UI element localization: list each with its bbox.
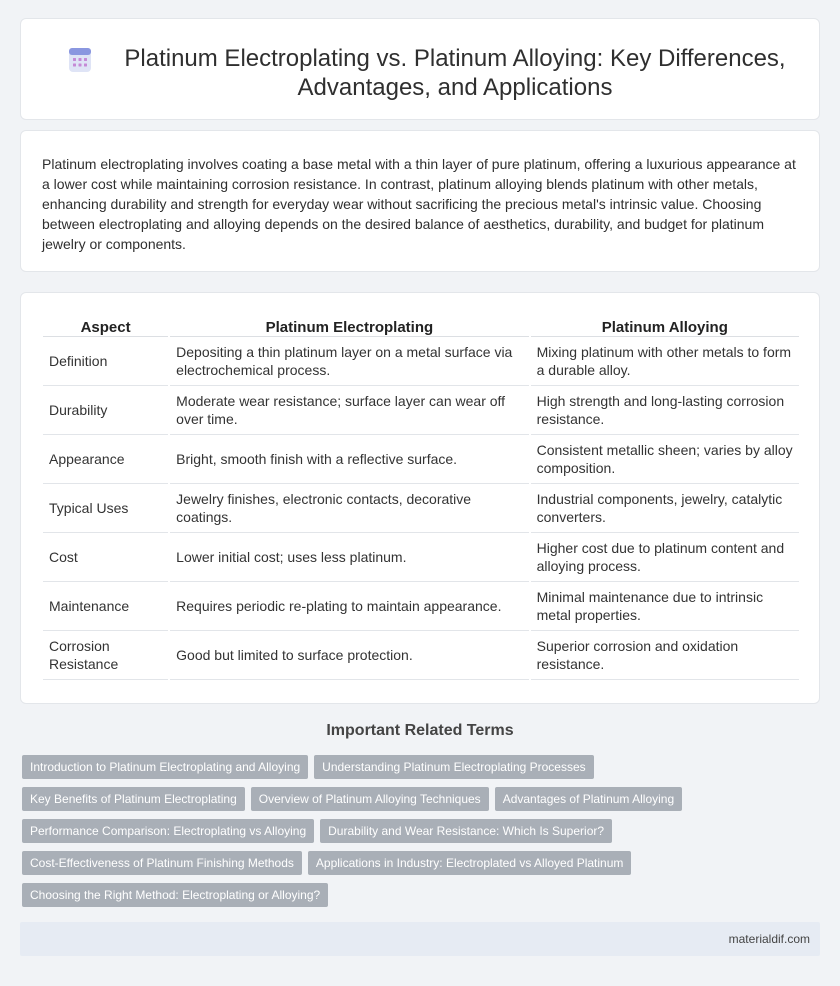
related-term-tag[interactable]: Advantages of Platinum Alloying: [495, 787, 682, 811]
row-alloying: Mixing platinum with other metals to form a durable alloy.: [531, 337, 799, 386]
header-card: [20, 18, 820, 120]
row-electroplating: Requires periodic re-plating to maintain appearance.: [170, 582, 528, 631]
row-aspect: Appearance: [43, 435, 168, 484]
related-term-tag[interactable]: Introduction to Platinum Electroplating and Alloying: [22, 755, 308, 779]
table-header-row: [43, 315, 799, 337]
related-term-tag[interactable]: Understanding Platinum Electroplating Processes: [314, 755, 593, 779]
table-row: [43, 631, 799, 680]
footer-site[interactable]: materialdif.com: [728, 932, 810, 946]
table-row: [43, 386, 799, 435]
row-aspect: Durability: [43, 386, 168, 435]
row-electroplating: Lower initial cost; uses less platinum.: [170, 533, 528, 582]
table-row: [43, 435, 799, 484]
related-terms-title: Important Related Terms: [326, 722, 514, 739]
related-term-tag[interactable]: Key Benefits of Platinum Electroplating: [22, 787, 245, 811]
page-title: Platinum Electroplating vs. Platinum Alloying: Key Differences, Advantages, and Applications: [124, 45, 786, 101]
row-alloying: Industrial components, jewelry, catalytic converters.: [531, 484, 799, 533]
row-aspect: Cost: [43, 533, 168, 582]
table-row: [43, 582, 799, 631]
row-alloying: Higher cost due to platinum content and alloying process.: [531, 533, 799, 582]
comparison-table: [41, 315, 801, 680]
header-alloying: Platinum Alloying: [531, 315, 799, 337]
row-electroplating: Jewelry finishes, electronic contacts, decorative coatings.: [170, 484, 528, 533]
related-term-tag[interactable]: Durability and Wear Resistance: Which Is Superior?: [320, 819, 612, 843]
row-alloying: Minimal maintenance due to intrinsic metal properties.: [531, 582, 799, 631]
row-aspect: Typical Uses: [43, 484, 168, 533]
intro-paragraph: Platinum electroplating involves coating a base metal with a thin layer of pure platinum, offering a luxurious appearance at a lower cost while maintaining corrosion resistance. In contrast, platinum alloying blends platinum with other metals, enhancing durability and strength for everyday wear without sacrificing the precious metal's intrinsic value. Choosing between electroplating and alloying depends on the desired balance of aesthetics, durability, and budget for platinum jewelry or components.: [42, 156, 796, 252]
related-term-tag[interactable]: Performance Comparison: Electroplating vs Alloying: [22, 819, 314, 843]
row-electroplating: Moderate wear resistance; surface layer can wear off over time.: [170, 386, 528, 435]
related-terms-list: [22, 755, 802, 915]
comparison-card: [20, 292, 820, 704]
header-aspect: Aspect: [43, 315, 168, 337]
related-term-tag[interactable]: Choosing the Right Method: Electroplating or Alloying?: [22, 883, 328, 907]
row-aspect: Maintenance: [43, 582, 168, 631]
table-row: [43, 484, 799, 533]
row-electroplating: Depositing a thin platinum layer on a metal surface via electrochemical process.: [170, 337, 528, 386]
header-electroplating: Platinum Electroplating: [170, 315, 528, 337]
related-term-tag[interactable]: Cost-Effectiveness of Platinum Finishing Methods: [22, 851, 302, 875]
table-row: [43, 337, 799, 386]
row-aspect: Definition: [43, 337, 168, 386]
related-term-tag[interactable]: Applications in Industry: Electroplated vs Alloyed Platinum: [308, 851, 632, 875]
row-alloying: Consistent metallic sheen; varies by alloy composition.: [531, 435, 799, 484]
row-aspect: Corrosion Resistance: [43, 631, 168, 680]
related-term-tag[interactable]: Overview of Platinum Alloying Techniques: [251, 787, 489, 811]
document-icon: [67, 47, 93, 73]
row-alloying: High strength and long-lasting corrosion resistance.: [531, 386, 799, 435]
table-row: [43, 533, 799, 582]
header: [61, 44, 801, 102]
row-electroplating: Bright, smooth finish with a reflective surface.: [170, 435, 528, 484]
intro-card: [20, 130, 820, 272]
footer: [20, 922, 820, 956]
row-electroplating: Good but limited to surface protection.: [170, 631, 528, 680]
row-alloying: Superior corrosion and oxidation resistance.: [531, 631, 799, 680]
